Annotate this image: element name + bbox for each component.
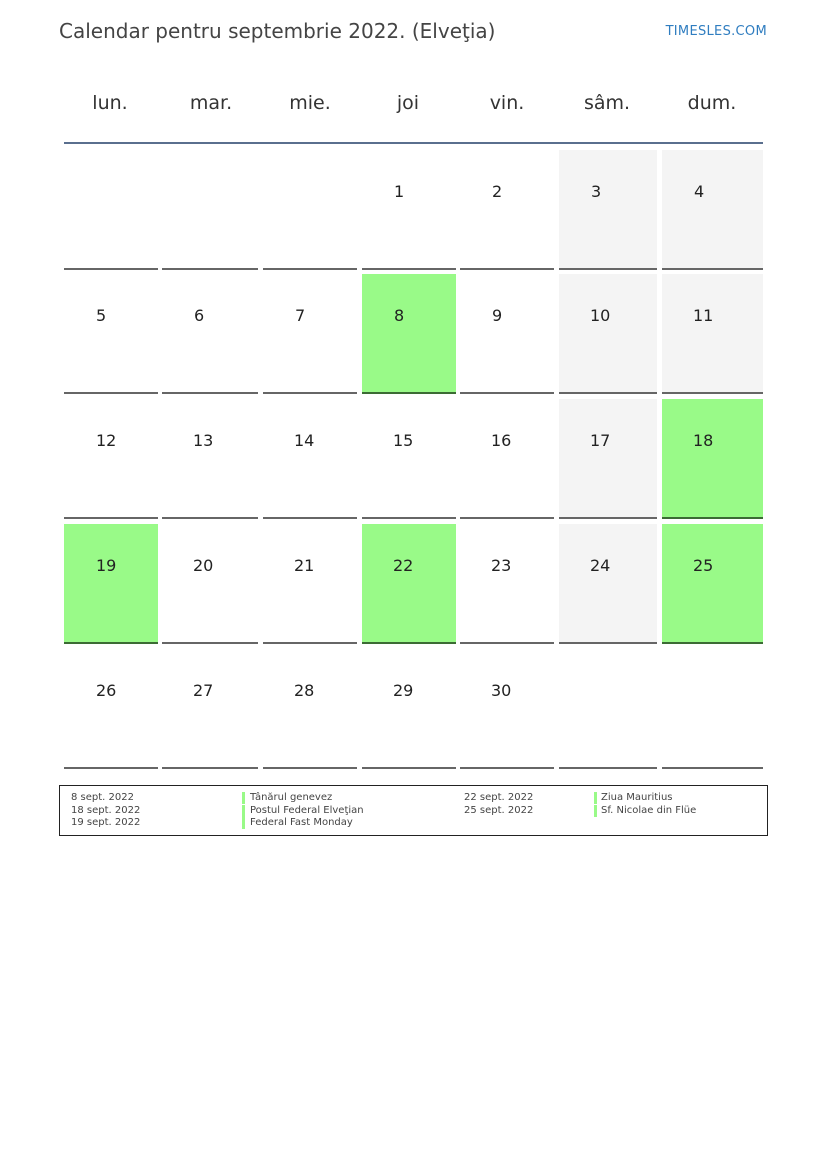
day-number: 16 — [491, 431, 512, 450]
legend-color-swatch — [242, 817, 245, 829]
calendar-day-cell[interactable] — [460, 399, 554, 519]
calendar-day-cell[interactable] — [162, 274, 258, 394]
weekday-label: dum. — [687, 92, 737, 114]
calendar-day-cell[interactable] — [263, 274, 357, 394]
legend-holiday-name: Ziua Mauritius — [601, 792, 673, 803]
calendar-day-cell[interactable] — [559, 524, 657, 644]
day-number: 11 — [693, 306, 714, 325]
legend-color-swatch — [242, 792, 245, 804]
calendar-day-cell[interactable] — [64, 274, 158, 394]
weekday-label: mar. — [189, 92, 233, 114]
calendar-day-cell[interactable] — [162, 524, 258, 644]
day-number: 6 — [194, 306, 205, 325]
legend-date: 8 sept. 2022 — [71, 792, 134, 803]
day-number: 28 — [294, 681, 315, 700]
weekday-label: vin. — [489, 92, 525, 114]
calendar-day-cell[interactable] — [362, 274, 456, 394]
calendar-day-cell[interactable] — [263, 649, 357, 769]
calendar-day-cell[interactable] — [559, 274, 657, 394]
day-number: 14 — [294, 431, 315, 450]
holiday-legend — [59, 785, 768, 836]
legend-date: 22 sept. 2022 — [464, 792, 534, 803]
calendar-cell-empty — [162, 150, 258, 270]
day-number: 7 — [295, 306, 306, 325]
day-number: 8 — [394, 306, 405, 325]
legend-holiday-name: Federal Fast Monday — [250, 817, 353, 828]
calendar-day-cell[interactable] — [263, 524, 357, 644]
day-number: 29 — [393, 681, 414, 700]
calendar-cell-empty — [263, 150, 357, 270]
day-number: 22 — [393, 556, 414, 575]
brand-link[interactable]: TIMESLES.COM — [665, 24, 767, 39]
calendar-day-cell[interactable] — [662, 274, 763, 394]
day-number: 21 — [294, 556, 315, 575]
calendar-day-cell[interactable] — [162, 649, 258, 769]
day-number: 25 — [693, 556, 714, 575]
day-number: 9 — [492, 306, 503, 325]
calendar-cell-empty — [64, 150, 158, 270]
calendar-day-cell[interactable] — [263, 399, 357, 519]
day-number: 20 — [193, 556, 214, 575]
page-title: Calendar pentru septembrie 2022. (Elveţia) — [59, 19, 496, 43]
legend-date: 25 sept. 2022 — [464, 804, 534, 816]
day-number: 19 — [96, 556, 117, 575]
day-number: 26 — [96, 681, 117, 700]
calendar-day-cell[interactable] — [362, 399, 456, 519]
calendar-day-cell[interactable] — [662, 524, 763, 644]
day-number: 1 — [394, 182, 405, 201]
day-number: 2 — [492, 182, 503, 201]
legend-color-swatch — [594, 805, 597, 817]
legend-date: 18 sept. 2022 — [71, 804, 141, 816]
day-number: 3 — [591, 182, 602, 201]
calendar-day-cell[interactable] — [460, 274, 554, 394]
weekday-label: mie. — [289, 92, 331, 114]
calendar-day-cell[interactable] — [460, 524, 554, 644]
weekday-label: sâm. — [583, 92, 631, 114]
calendar-cell-empty — [559, 649, 657, 769]
calendar-day-cell[interactable] — [362, 150, 456, 270]
day-number: 18 — [693, 431, 714, 450]
day-number: 13 — [193, 431, 214, 450]
legend-date: 19 sept. 2022 — [71, 817, 141, 828]
day-number: 27 — [193, 681, 214, 700]
day-number: 24 — [590, 556, 611, 575]
legend-holiday-name: Postul Federal Elveţian — [250, 804, 364, 816]
day-number: 30 — [491, 681, 512, 700]
calendar-day-cell[interactable] — [559, 399, 657, 519]
calendar-day-cell[interactable] — [460, 150, 554, 270]
day-number: 15 — [393, 431, 414, 450]
day-number: 23 — [491, 556, 512, 575]
day-number: 17 — [590, 431, 611, 450]
day-number: 5 — [96, 306, 107, 325]
day-number: 12 — [96, 431, 117, 450]
calendar-day-cell[interactable] — [362, 649, 456, 769]
legend-holiday-name: Tânărul genevez — [250, 792, 333, 803]
calendar-day-cell[interactable] — [460, 649, 554, 769]
calendar-day-cell[interactable] — [64, 649, 158, 769]
calendar-day-cell[interactable] — [559, 150, 657, 270]
legend-color-swatch — [594, 792, 597, 804]
day-number: 10 — [590, 306, 611, 325]
legend-color-swatch — [242, 805, 245, 817]
calendar-day-cell[interactable] — [662, 150, 763, 270]
weekday-label: lun. — [92, 92, 128, 114]
legend-holiday-name: Sf. Nicolae din Flüe — [601, 804, 697, 816]
calendar-day-cell[interactable] — [362, 524, 456, 644]
calendar-day-cell[interactable] — [64, 399, 158, 519]
calendar-cell-empty — [662, 649, 763, 769]
header-divider — [64, 142, 763, 144]
calendar-day-cell[interactable] — [64, 524, 158, 644]
day-number: 4 — [694, 182, 705, 201]
weekday-label: joi — [396, 92, 420, 114]
calendar-day-cell[interactable] — [662, 399, 763, 519]
calendar-day-cell[interactable] — [162, 399, 258, 519]
